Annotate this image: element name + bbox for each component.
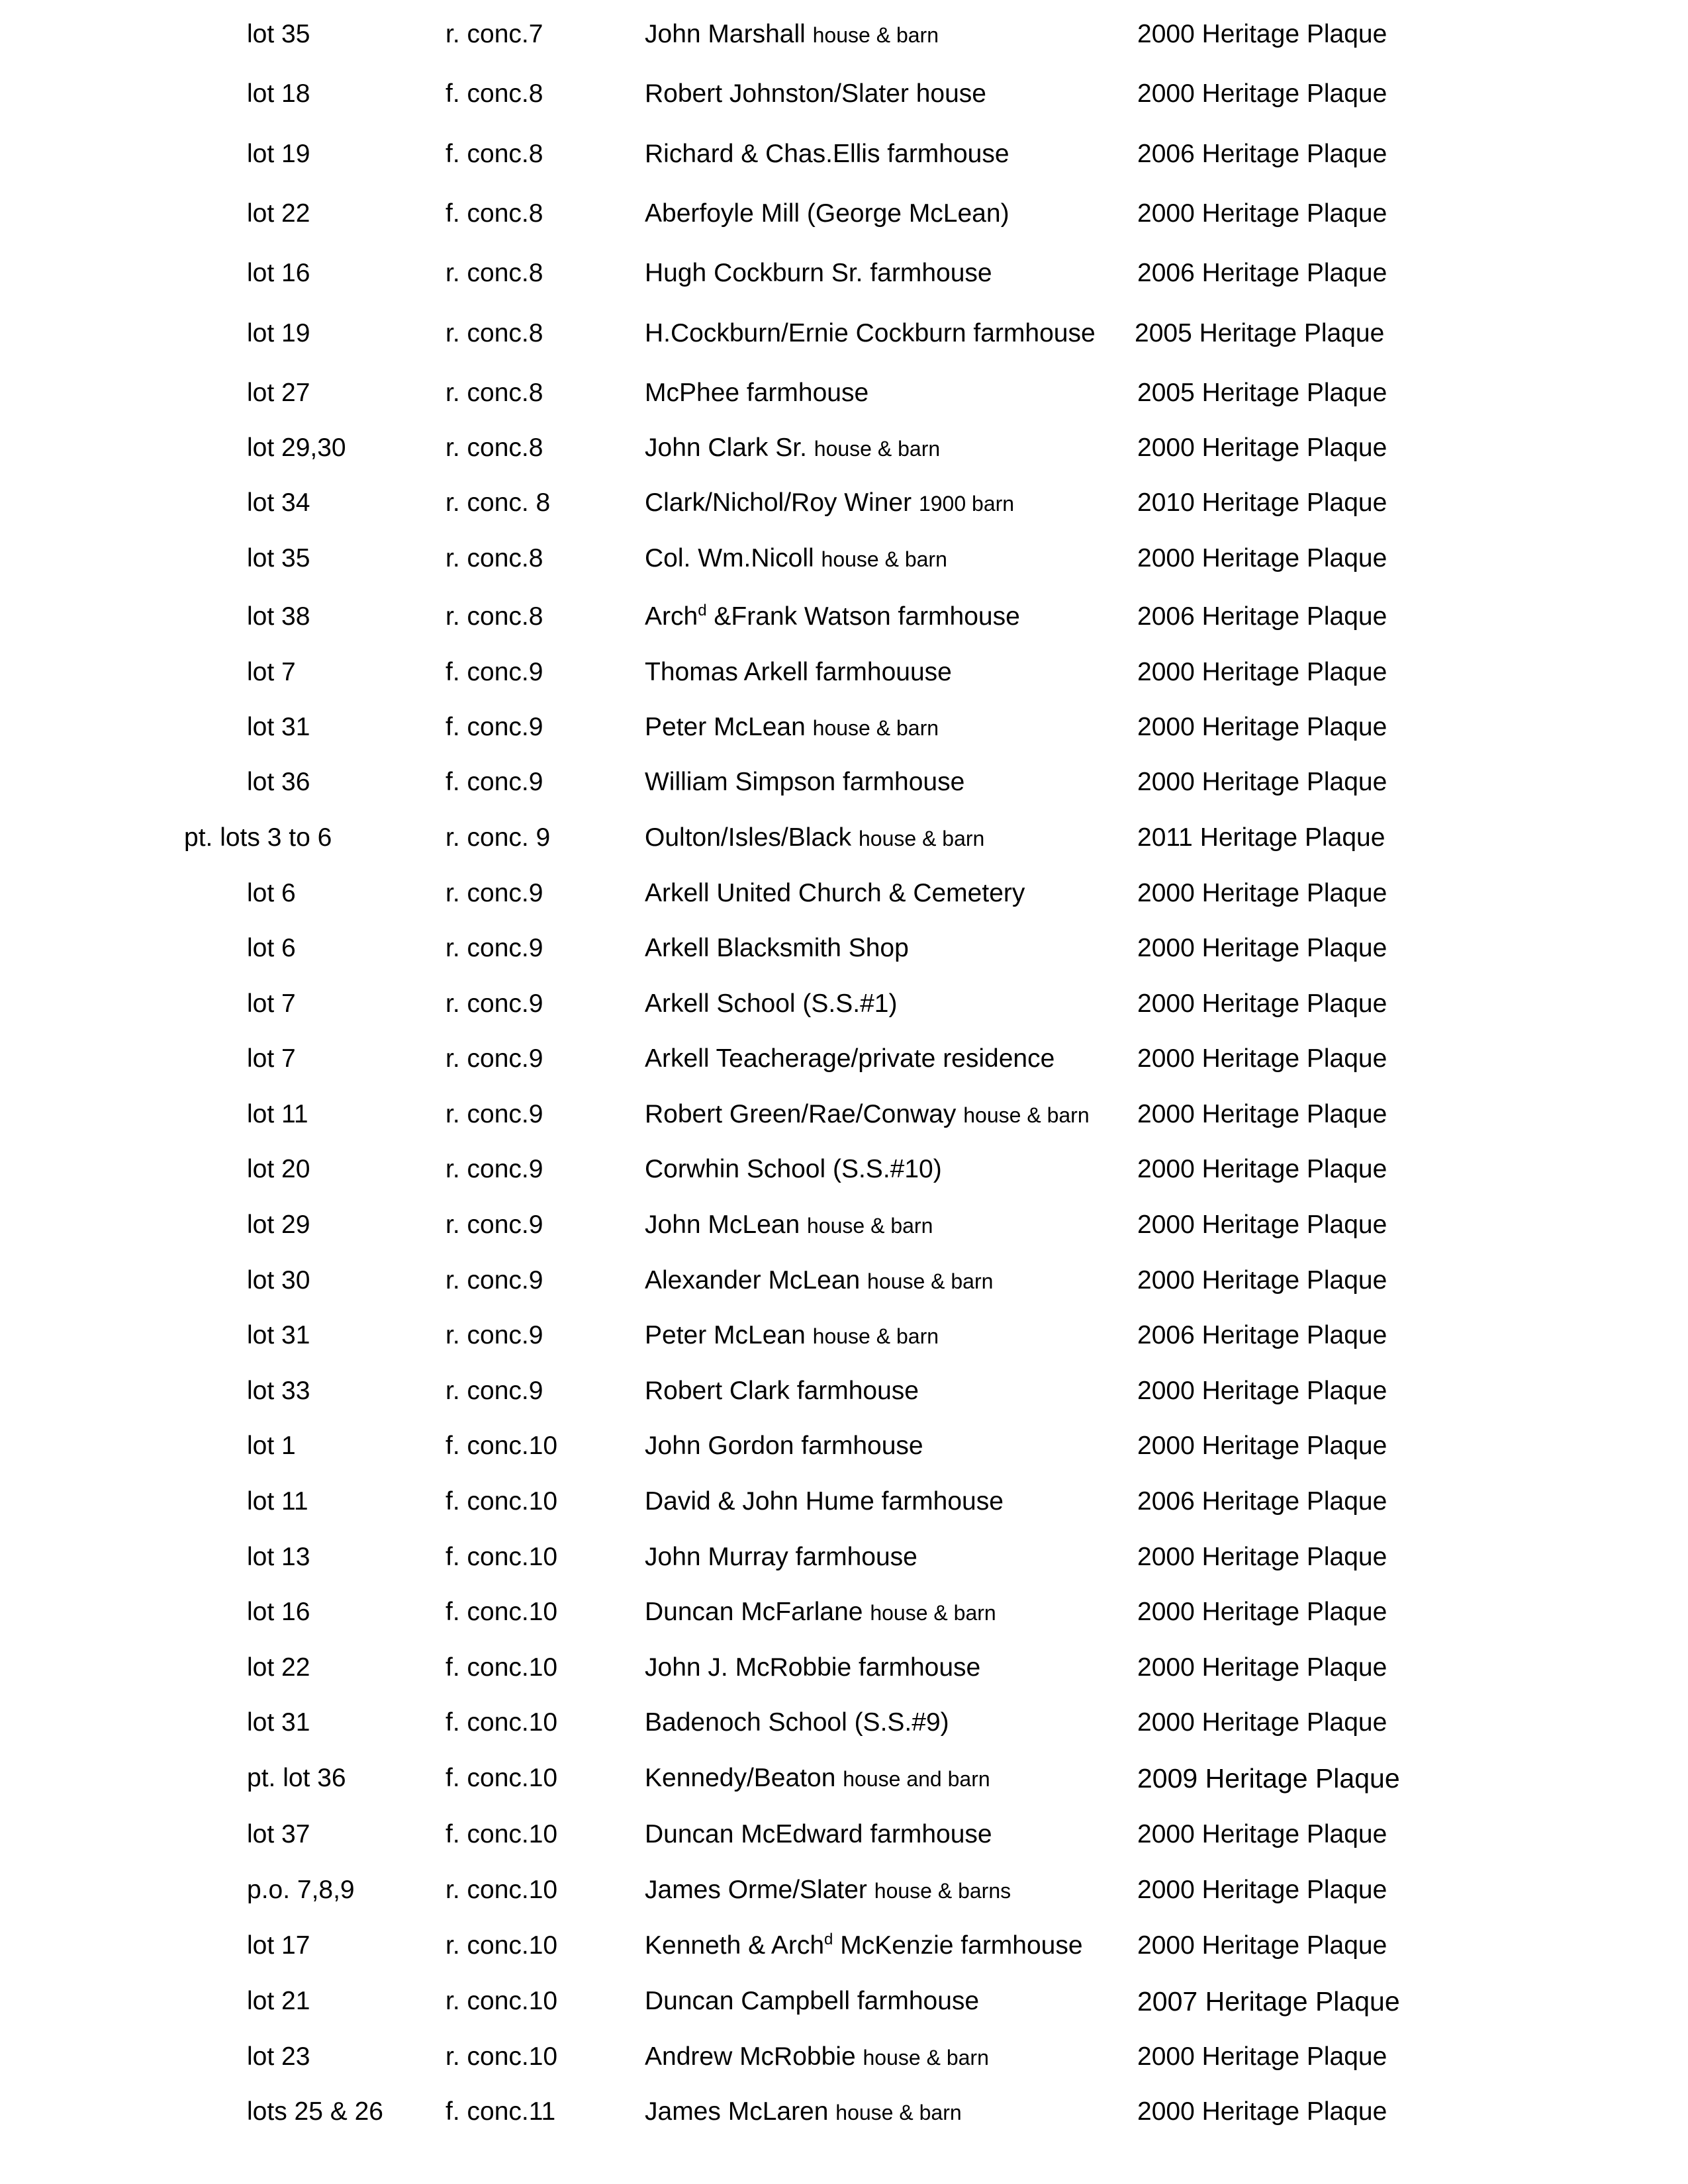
lot-cell: lot 7 xyxy=(247,989,296,1018)
plaque-cell: 2000 Heritage Plaque xyxy=(1137,433,1387,462)
plaque-cell: 2000 Heritage Plaque xyxy=(1137,1155,1387,1183)
superscript: d xyxy=(824,1931,833,1948)
lot-cell: lot 19 xyxy=(247,319,310,347)
plaque-cell: 2000 Heritage Plaque xyxy=(1137,1543,1387,1571)
plaque-cell: 2010 Heritage Plaque xyxy=(1137,488,1387,517)
property-name-cell xyxy=(645,1981,979,2021)
table-row xyxy=(0,707,1688,747)
property-note: house & barn xyxy=(812,716,939,740)
lot-cell: lot 31 xyxy=(247,713,310,741)
concession-cell: r. conc.8 xyxy=(445,379,543,407)
property-note: house & barn xyxy=(814,437,941,461)
lot-cell: lot 6 xyxy=(247,879,296,907)
lot-cell: lot 21 xyxy=(247,1987,310,2015)
concession-cell: r. conc.8 xyxy=(445,259,543,287)
property-name-cell xyxy=(645,15,939,55)
property-name: Arkell United Church & Cemetery xyxy=(645,879,1025,907)
plaque-cell: 2000 Heritage Plaque xyxy=(1137,1598,1387,1626)
table-row xyxy=(0,1482,1688,1522)
table-row xyxy=(0,1926,1688,1966)
concession-cell: r. conc.10 xyxy=(445,2042,558,2071)
plaque-cell: 2011 Heritage Plaque xyxy=(1137,823,1385,852)
plaque-cell: 2000 Heritage Plaque xyxy=(1137,768,1387,796)
concession-cell: r. conc.8 xyxy=(445,544,543,572)
property-name: Badenoch School (S.S.#9) xyxy=(645,1708,949,1737)
property-name-cell xyxy=(645,1482,1004,1522)
concession-cell: r. conc.8 xyxy=(445,433,543,462)
lot-cell: lot 38 xyxy=(247,602,310,631)
concession-cell: f. conc.10 xyxy=(445,1708,558,1737)
plaque-cell: 2006 Heritage Plaque xyxy=(1137,140,1387,168)
property-name: James McLaren xyxy=(645,2097,829,2126)
property-name: McPhee farmhouse xyxy=(645,379,869,407)
table-row xyxy=(0,1205,1688,1245)
property-name-rest: &Frank Watson farmhouse xyxy=(706,602,1020,631)
table-row xyxy=(0,253,1688,293)
property-name: H.Cockburn/Ernie Cockburn farmhouse xyxy=(645,319,1096,347)
property-name-cell xyxy=(645,1371,919,1411)
property-name: James Orme/Slater xyxy=(645,1876,867,1904)
plaque-cell: 2000 Heritage Plaque xyxy=(1137,658,1387,686)
table-row xyxy=(0,1981,1688,2021)
table-row xyxy=(0,1648,1688,1688)
concession-cell: f. conc.9 xyxy=(445,658,543,686)
property-name-cell xyxy=(645,1316,939,1356)
property-name: Andrew McRobbie xyxy=(645,2042,856,2071)
lot-cell: lot 6 xyxy=(247,934,296,962)
property-name: Peter McLean xyxy=(645,1321,806,1349)
property-name-cell xyxy=(645,984,898,1024)
lot-cell: lot 22 xyxy=(247,199,310,228)
lot-cell: lot 18 xyxy=(247,79,310,108)
property-name: Clark/Nichol/Roy Winer xyxy=(645,488,912,517)
property-name: John Murray farmhouse xyxy=(645,1543,917,1571)
lot-cell: lot 7 xyxy=(247,1044,296,1073)
property-name: Oulton/Isles/Black xyxy=(645,823,852,852)
property-note: house & barns xyxy=(874,1879,1011,1903)
plaque-cell: 2006 Heritage Plaque xyxy=(1137,602,1387,631)
plaque-cell: 2000 Heritage Plaque xyxy=(1137,1432,1387,1460)
property-name-cell xyxy=(645,428,940,469)
property-name-cell xyxy=(645,1592,996,1633)
table-row xyxy=(0,2092,1688,2132)
property-name: John Clark Sr. xyxy=(645,433,807,462)
concession-cell: f. conc.10 xyxy=(445,1820,558,1848)
property-name: Kenneth & Arch xyxy=(645,1931,825,1960)
lot-cell: lots 25 & 26 xyxy=(247,2097,383,2126)
property-name-cell xyxy=(645,707,939,748)
lot-cell: lot 34 xyxy=(247,488,310,517)
plaque-cell: 2000 Heritage Plaque xyxy=(1137,1210,1387,1239)
concession-cell: f. conc.10 xyxy=(445,1764,558,1792)
property-name-cell xyxy=(645,1926,1083,1966)
property-name-cell xyxy=(645,539,947,579)
property-name: Robert Clark farmhouse xyxy=(645,1377,919,1405)
property-note: house & barn xyxy=(870,1601,996,1625)
concession-cell: f. conc.10 xyxy=(445,1543,558,1571)
property-name-cell xyxy=(645,373,868,413)
concession-cell: r. conc.9 xyxy=(445,1377,543,1405)
property-name-cell xyxy=(645,1537,917,1577)
table-row xyxy=(0,1758,1688,1798)
plaque-cell: 2000 Heritage Plaque xyxy=(1137,934,1387,962)
lot-cell: lot 31 xyxy=(247,1321,310,1349)
property-name-cell xyxy=(645,134,1009,174)
property-name-cell xyxy=(645,2037,989,2077)
plaque-cell: 2006 Heritage Plaque xyxy=(1137,259,1387,287)
lot-cell: lot 16 xyxy=(247,1598,310,1626)
lot-cell: lot 30 xyxy=(247,1266,310,1295)
plaque-cell: 2006 Heritage Plaque xyxy=(1137,1321,1387,1349)
plaque-cell: 2000 Heritage Plaque xyxy=(1137,1820,1387,1848)
property-name: Arkell Blacksmith Shop xyxy=(645,934,909,962)
lot-cell: lot 31 xyxy=(247,1708,310,1737)
lot-cell: lot 27 xyxy=(247,379,310,407)
property-name-cell xyxy=(645,1205,933,1246)
concession-cell: r. conc. 8 xyxy=(445,488,551,517)
property-name: Thomas Arkell farmhouuse xyxy=(645,658,952,686)
lot-cell: lot 20 xyxy=(247,1155,310,1183)
concession-cell: r. conc.9 xyxy=(445,879,543,907)
property-name: John Marshall xyxy=(645,20,806,48)
plaque-cell: 2000 Heritage Plaque xyxy=(1137,20,1387,48)
lot-cell: lot 1 xyxy=(247,1432,296,1460)
concession-cell: f. conc.10 xyxy=(445,1487,558,1516)
concession-cell: f. conc.8 xyxy=(445,79,543,108)
table-row xyxy=(0,1371,1688,1411)
concession-cell: f. conc.9 xyxy=(445,768,543,796)
table-row xyxy=(0,15,1688,54)
plaque-cell: 2000 Heritage Plaque xyxy=(1137,1653,1387,1682)
concession-cell: r. conc.9 xyxy=(445,1155,543,1183)
property-name-cell xyxy=(645,929,909,968)
plaque-cell: 2000 Heritage Plaque xyxy=(1137,2097,1387,2126)
concession-cell: r. conc.9 xyxy=(445,1321,543,1349)
property-name-cell xyxy=(645,874,1025,913)
plaque-cell: 2000 Heritage Plaque xyxy=(1137,1044,1387,1073)
table-row xyxy=(0,539,1688,578)
property-name: John J. McRobbie farmhouse xyxy=(645,1653,981,1682)
concession-cell: f. conc.11 xyxy=(445,2097,556,2126)
plaque-cell: 2000 Heritage Plaque xyxy=(1137,1377,1387,1405)
table-row xyxy=(0,1316,1688,1355)
property-name: Corwhin School (S.S.#10) xyxy=(645,1155,942,1183)
property-name-cell xyxy=(645,314,1096,353)
lot-cell: lot 33 xyxy=(247,1377,310,1405)
plaque-cell: 2000 Heritage Plaque xyxy=(1137,1876,1387,1904)
property-name: Aberfoyle Mill (George McLean) xyxy=(645,199,1009,228)
property-name: Hugh Cockburn Sr. farmhouse xyxy=(645,259,992,287)
property-name-cell xyxy=(645,1758,990,1799)
table-row xyxy=(0,1815,1688,1854)
property-note: house & barn xyxy=(812,23,939,47)
concession-cell: r. conc.9 xyxy=(445,1100,543,1128)
property-name-cell xyxy=(645,253,992,293)
plaque-cell: 2009 Heritage Plaque xyxy=(1137,1763,1400,1794)
lot-cell: lot 29 xyxy=(247,1210,310,1239)
property-name-cell xyxy=(645,194,1009,234)
property-name: Duncan McFarlane xyxy=(645,1598,863,1626)
plaque-cell: 2000 Heritage Plaque xyxy=(1137,1100,1387,1128)
property-name-cell xyxy=(645,1815,992,1854)
concession-cell: r. conc.10 xyxy=(445,1987,558,2015)
lot-cell: lot 36 xyxy=(247,768,310,796)
property-note: house & barn xyxy=(812,1324,939,1348)
property-name-cell xyxy=(645,1261,993,1301)
lot-cell: lot 29,30 xyxy=(247,433,346,462)
property-note: house & barn xyxy=(821,547,947,571)
concession-cell: r. conc.10 xyxy=(445,1931,558,1960)
concession-cell: r. conc.8 xyxy=(445,602,543,631)
property-name-cell xyxy=(645,597,1020,637)
concession-cell: f. conc.10 xyxy=(445,1432,558,1460)
lot-cell: pt. lots 3 to 6 xyxy=(184,823,332,852)
property-note: house & barn xyxy=(963,1103,1090,1127)
lot-cell: lot 7 xyxy=(247,658,296,686)
table-row xyxy=(0,373,1688,413)
table-row xyxy=(0,2037,1688,2077)
property-name: Robert Green/Rae/Conway xyxy=(645,1100,957,1128)
concession-cell: r. conc.9 xyxy=(445,1266,543,1295)
concession-cell: r. conc.7 xyxy=(445,20,543,48)
lot-cell: pt. lot 36 xyxy=(247,1764,346,1792)
table-row xyxy=(0,1703,1688,1743)
lot-cell: lot 17 xyxy=(247,1931,310,1960)
plaque-cell: 2000 Heritage Plaque xyxy=(1137,79,1387,108)
concession-cell: r. conc.9 xyxy=(445,989,543,1018)
concession-cell: f. conc.8 xyxy=(445,140,543,168)
property-note: house and barn xyxy=(843,1767,990,1791)
concession-cell: r. conc.9 xyxy=(445,1044,543,1073)
property-name: John Gordon farmhouse xyxy=(645,1432,923,1460)
table-row xyxy=(0,1592,1688,1632)
plaque-cell: 2005 Heritage Plaque xyxy=(1137,379,1387,407)
lot-cell: lot 11 xyxy=(247,1487,308,1516)
plaque-cell: 2000 Heritage Plaque xyxy=(1137,199,1387,228)
property-note: house & barn xyxy=(858,827,985,850)
property-name-cell xyxy=(645,1870,1011,1911)
lot-cell: lot 37 xyxy=(247,1820,310,1848)
plaque-cell: 2006 Heritage Plaque xyxy=(1137,1487,1387,1516)
lot-cell: lot 13 xyxy=(247,1543,310,1571)
property-name: Duncan Campbell farmhouse xyxy=(645,1987,980,2015)
property-name: Robert Johnston/Slater house xyxy=(645,79,986,108)
plaque-cell: 2000 Heritage Plaque xyxy=(1137,2042,1387,2071)
property-name-cell xyxy=(645,74,986,114)
property-name-rest: McKenzie farmhouse xyxy=(833,1931,1083,1960)
property-name-cell xyxy=(645,1095,1090,1135)
plaque-cell: 2000 Heritage Plaque xyxy=(1137,713,1387,741)
property-name: Arkell Teacherage/private residence xyxy=(645,1044,1055,1073)
property-name: Col. Wm.Nicoll xyxy=(645,544,814,572)
table-row xyxy=(0,597,1688,637)
property-name: Peter McLean xyxy=(645,713,806,741)
table-row xyxy=(0,818,1688,858)
plaque-cell: 2007 Heritage Plaque xyxy=(1137,1986,1400,2017)
property-name-cell xyxy=(645,653,952,692)
table-row xyxy=(0,984,1688,1024)
property-name-cell xyxy=(645,762,964,802)
property-name-cell xyxy=(645,1039,1055,1079)
table-row xyxy=(0,1261,1688,1300)
table-row xyxy=(0,1426,1688,1466)
property-name-cell xyxy=(645,1426,923,1466)
table-row xyxy=(0,762,1688,802)
table-row xyxy=(0,74,1688,114)
concession-cell: r. conc. 9 xyxy=(445,823,551,852)
property-name: Alexander McLean xyxy=(645,1266,861,1295)
property-name-cell xyxy=(645,1150,942,1189)
property-note: house & barn xyxy=(835,2101,962,2124)
plaque-cell: 2005 Heritage Plaque xyxy=(1135,319,1385,347)
property-name-cell xyxy=(645,1703,949,1743)
concession-cell: r. conc.9 xyxy=(445,1210,543,1239)
table-row xyxy=(0,134,1688,174)
property-name: David & John Hume farmhouse xyxy=(645,1487,1004,1516)
property-name: John McLean xyxy=(645,1210,800,1239)
table-row xyxy=(0,483,1688,523)
lot-cell: lot 11 xyxy=(247,1100,308,1128)
table-row xyxy=(0,1095,1688,1134)
table-row xyxy=(0,929,1688,968)
plaque-cell: 2000 Heritage Plaque xyxy=(1137,1931,1387,1960)
concession-cell: f. conc.10 xyxy=(445,1653,558,1682)
property-name: Richard & Chas.Ellis farmhouse xyxy=(645,140,1009,168)
table-row xyxy=(0,1039,1688,1079)
plaque-cell: 2000 Heritage Plaque xyxy=(1137,1266,1387,1295)
table-row xyxy=(0,428,1688,468)
property-note: house & barn xyxy=(807,1214,933,1238)
concession-cell: f. conc.9 xyxy=(445,713,543,741)
lot-cell: lot 16 xyxy=(247,259,310,287)
property-name-cell xyxy=(645,1648,980,1688)
table-row xyxy=(0,653,1688,692)
property-note: house & barn xyxy=(867,1269,994,1293)
plaque-cell: 2000 Heritage Plaque xyxy=(1137,1708,1387,1737)
lot-cell: lot 35 xyxy=(247,20,310,48)
property-name-cell xyxy=(645,2092,962,2132)
lot-cell: lot 19 xyxy=(247,140,310,168)
table-row xyxy=(0,1150,1688,1189)
property-name: Kennedy/Beaton xyxy=(645,1764,836,1792)
superscript: d xyxy=(698,602,707,619)
property-note: house & barn xyxy=(863,2046,989,2070)
table-row xyxy=(0,1870,1688,1910)
property-name: William Simpson farmhouse xyxy=(645,768,965,796)
property-name: Duncan McEdward farmhouse xyxy=(645,1820,992,1848)
lot-cell: lot 22 xyxy=(247,1653,310,1682)
property-name: Arch xyxy=(645,602,698,631)
lot-cell: lot 23 xyxy=(247,2042,310,2071)
concession-cell: r. conc.8 xyxy=(445,319,543,347)
table-row xyxy=(0,314,1688,353)
property-name-cell xyxy=(645,818,984,858)
concession-cell: f. conc.10 xyxy=(445,1598,558,1626)
plaque-cell: 2000 Heritage Plaque xyxy=(1137,544,1387,572)
plaque-cell: 2000 Heritage Plaque xyxy=(1137,989,1387,1018)
lot-cell: lot 35 xyxy=(247,544,310,572)
property-name-cell xyxy=(645,483,1014,523)
concession-cell: f. conc.8 xyxy=(445,199,543,228)
table-row xyxy=(0,874,1688,913)
table-row xyxy=(0,1537,1688,1577)
table-row xyxy=(0,194,1688,234)
property-name: Arkell School (S.S.#1) xyxy=(645,989,898,1018)
property-note: 1900 barn xyxy=(918,492,1015,516)
concession-cell: r. conc.9 xyxy=(445,934,543,962)
concession-cell: r. conc.10 xyxy=(445,1876,558,1904)
lot-cell: p.o. 7,8,9 xyxy=(247,1876,355,1904)
plaque-cell: 2000 Heritage Plaque xyxy=(1137,879,1387,907)
